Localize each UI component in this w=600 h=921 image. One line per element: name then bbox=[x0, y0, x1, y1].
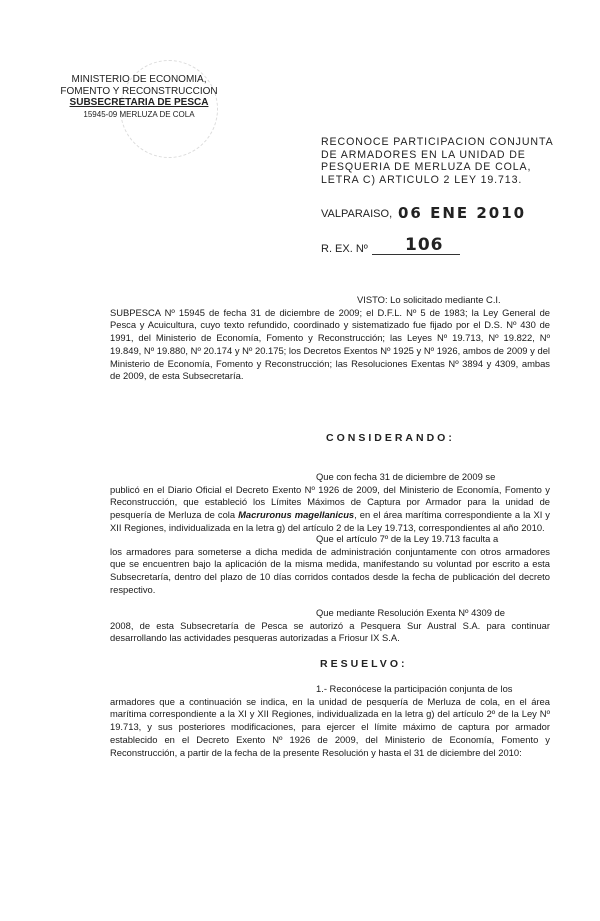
considerando-paragraph-2 bbox=[110, 533, 550, 597]
considerando-p1-text-b: , en el área marítima correspondiente a la XI y XII Regiones, individualizada en la letra g) del artículo 2 de la Ley 19.713, correspondientes al año 2010. bbox=[110, 509, 550, 533]
considerando-p1-text-a: publicó en el Diario Oficial el Decreto Exento Nº 1926 de 2009, del Ministerio de Economía, Fomento y Reconstrucción, que estableció los Límites Máximos de Captura por Armador para la unidad de pesquería de Merluza de cola bbox=[110, 483, 550, 521]
document-reference: 15945-09 MERLUZA DE COLA bbox=[83, 109, 195, 119]
subject-line4: LETRA C) ARTICULO 2 LEY 19.713. bbox=[321, 173, 523, 186]
subject-block bbox=[321, 136, 561, 186]
considerando-p1-first: Que con fecha 31 de diciembre de 2009 se bbox=[316, 471, 496, 482]
considerando-paragraph-1 bbox=[110, 471, 550, 535]
date-stamp: 06 ENE 2010 bbox=[398, 204, 527, 222]
ministry-line2: FOMENTO Y RECONSTRUCCION bbox=[60, 85, 218, 97]
resuelvo-heading: RESUELVO: bbox=[320, 658, 408, 670]
visto-section bbox=[110, 294, 550, 383]
subject-line3: PESQUERIA DE MERLUZA DE COLA, bbox=[321, 161, 532, 174]
letterhead bbox=[54, 74, 224, 120]
considerando-p2-first: Que el artículo 7º de la Ley 19.713 faculta a bbox=[316, 533, 499, 544]
resuelvo-p1-body: armadores que a continuación se indica, en la unidad de pesquería de Merluza de cola, en el área marítima correspondiente a la XI y XII Regiones, individualizada en la letra g) del artículo 2º de la Ley Nº 19.713, y sus posteriores modificaciones, para ejercer el límite máximo de captura por armador establecido en el Decreto Exento Nº 1926 de 2009, del Ministerio de Economía, Fomento y Reconstrucción, a partir de la fecha de la presente Resolución y hasta el 31 de diciembre del 2010: bbox=[110, 695, 550, 758]
resuelvo-paragraph-1 bbox=[110, 683, 550, 759]
considerando-heading: CONSIDERANDO: bbox=[326, 432, 455, 444]
subject-line1: RECONOCE PARTICIPACION CONJUNTA bbox=[321, 136, 554, 148]
subject-line2: DE ARMADORES EN LA UNIDAD DE bbox=[321, 148, 526, 161]
rex-label: R. EX. Nº bbox=[321, 243, 368, 255]
visto-body: SUBPESCA Nº 15945 de fecha 31 de diciembre de 2009; el D.F.L. Nº 5 de 1983; la Ley General de Pesca y Acuicultura, cuyo texto refundido, coordinado y sistematizado fue fijado por el D.S. Nº 430 de 1991, del Ministerio de Economía, Fomento y Reconstrucción; las Leyes Nº 19.713, Nº 19.822, Nº 19.849, Nº 19.880, Nº 20.174 y Nº 20.175; los Decretos Exentos Nº 1925 y Nº 1926, ambos de 2009 y del Ministerio de Economía, Fomento y Reconstrucción; las Resoluciones Exentas Nº 3894 y 4309, ambas de 2009, de esta Subsecretaría. bbox=[110, 306, 550, 382]
visto-first-line: VISTO: Lo solicitado mediante C.I. bbox=[357, 294, 501, 305]
considerando-p1-body bbox=[110, 484, 550, 535]
place-label: VALPARAISO, bbox=[321, 208, 393, 220]
rex-number: 106 bbox=[405, 235, 444, 255]
considerando-p3-body: 2008, de esta Subsecretaría de Pesca se autorizó a Pesquera Sur Austral S.A. para continuar desarrollando las actividades pesqueras autorizadas a Friosur IX S.A. bbox=[110, 619, 550, 644]
species-name: Macruronus magellanicus bbox=[238, 509, 355, 521]
considerando-p2-body: los armadores para someterse a dicha medida de administración conjuntamente con otros armadores que se encuentren bajo la aplicación de la misma medida, manifestando su voluntad por escrito a esta Subsecretaría, dentro del plazo de 10 días corridos contados desde la fecha de publicación del decreto respectivo. bbox=[110, 545, 550, 595]
subsecretaria-name: SUBSECRETARIA DE PESCA bbox=[69, 97, 209, 108]
resuelvo-p1-first: 1.- Reconócese la participación conjunta de los bbox=[316, 683, 513, 694]
ministry-line1: MINISTERIO DE ECONOMIA, bbox=[71, 74, 207, 85]
considerando-paragraph-3 bbox=[110, 607, 550, 645]
considerando-p3-first: Que mediante Resolución Exenta Nº 4309 de bbox=[316, 607, 505, 618]
